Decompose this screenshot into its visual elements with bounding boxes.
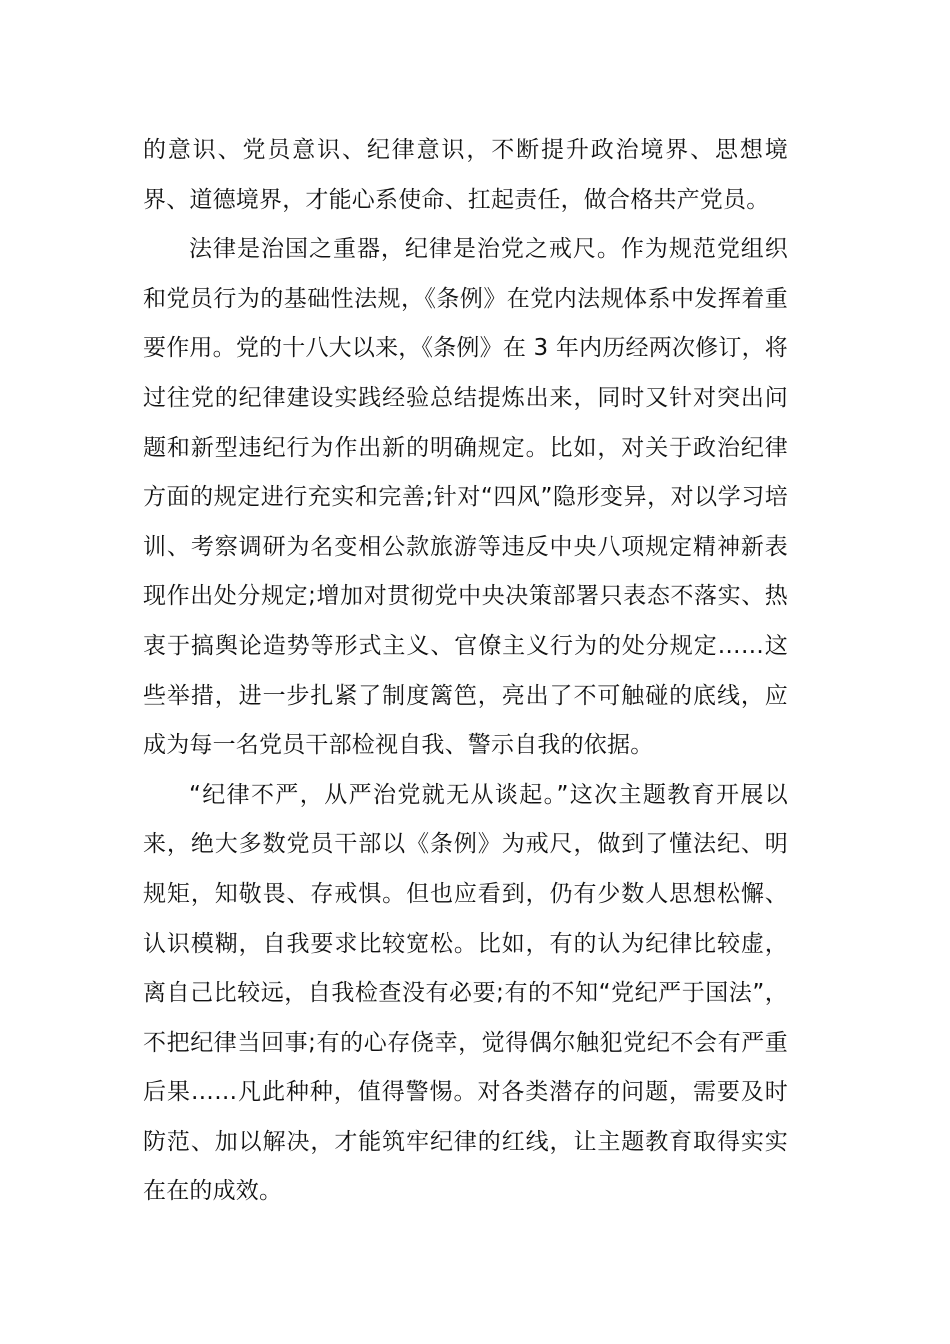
paragraph-law-and-discipline: 法律是治国之重器，纪律是治党之戒尺。作为规范党组织和党员行为的基础性法规，《条例》在党内法规体系中发挥着重要作用。党的十八大以来，《条例》在 3 年内历经两次修订，将过往党的纪律建设实践经验总结提炼出来，同时又针对突出问题和新型违纪行为作出新的明确规定。比如，对关于政治纪律方面的规定进行充实和完善;针对“四风”隐形变异，对以学习培训、考察调研为名变相公款旅游等违反中央八项规定精神新表现作出处分规定;增加对贯彻党中央决策部署只表态不落实、热衷于搞舆论造势等形式主义、官僚主义行为的处分规定……这些举措，进一步扎紧了制度篱笆，亮出了不可触碰的底线，应成为每一名党员干部检视自我、警示自我的依据。: [143, 236, 788, 759]
paragraph-continuation: 的意识、党员意识、纪律意识，不断提升政治境界、思想境界、道德境界，才能心系使命、扛起责任，做合格共产党员。: [143, 137, 788, 213]
document-body: [143, 126, 788, 1217]
paragraph-strict-discipline: “纪律不严，从严治党就无从谈起。”这次主题教育开展以来，绝大多数党员干部以《条例》为戒尺，做到了懂法纪、明规矩，知敬畏、存戒惧。但也应看到，仍有少数人思想松懈、认识模糊，自我要求比较宽松。比如，有的认为纪律比较虚，离自己比较远，自我检查没有必要;有的不知“党纪严于国法”，不把纪律当回事;有的心存侥幸，觉得偶尔触犯党纪不会有严重后果……凡此种种，值得警惕。对各类潜存的问题，需要及时防范、加以解决，才能筑牢纪律的红线，让主题教育取得实实在在的成效。: [143, 781, 788, 1205]
